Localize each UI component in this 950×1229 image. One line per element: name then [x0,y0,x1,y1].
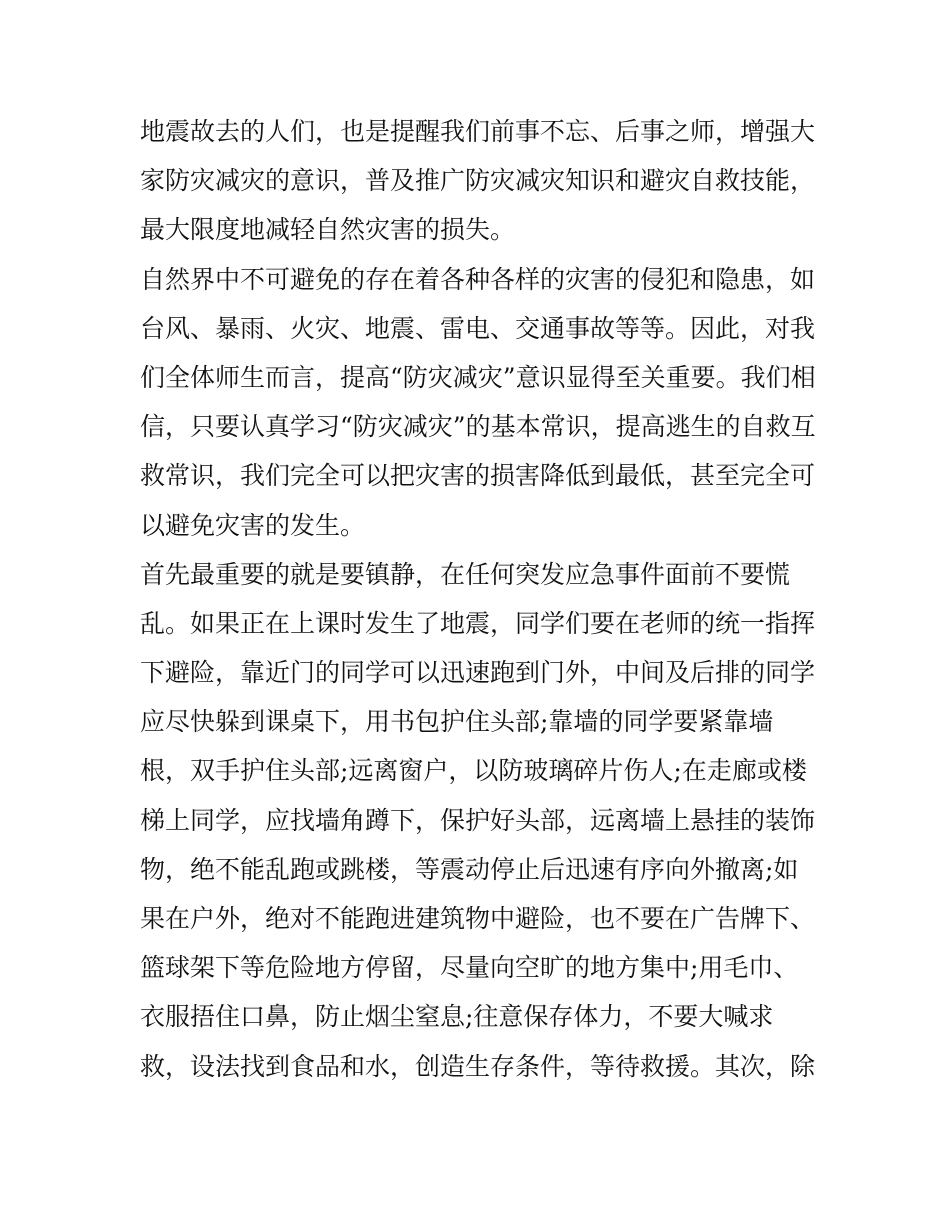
paragraph-3 [140,550,830,1091]
text-line: 以避免灾害的发生。 [140,510,366,540]
text-line: 梯上同学，应找墙角蹲下，保护好头部，远离墙上悬挂的装饰 [140,805,816,835]
text-line: 物，绝不能乱跑或跳楼，等震动停止后迅速有序向外撤离;如 [140,854,799,884]
text-line: 救，设法找到食品和水，创造生存条件，等待救援。其次，除 [140,1051,816,1081]
text-line: 衣服捂住口鼻，防止烟尘窒息;往意保存体力，不要大喊求 [140,1002,774,1032]
text-line: 地震故去的人们，也是提醒我们前事不忘、后事之师，增强大 [140,117,816,146]
text-line: 篮球架下等危险地方停留，尽量向空旷的地方集中;用毛巾、 [140,953,799,983]
text-line: 果在户外，绝对不能跑进建筑物中避险，也不要在广告牌下、 [140,904,816,933]
text-line: 应尽快躲到课桌下，用书包护住头部;靠墙的同学要紧靠墙 [140,707,774,737]
text-line: 救常识，我们完全可以把灾害的损害降低到最低，甚至完全可 [140,461,816,491]
text-line: 台风、暴雨、火灾、地震、雷电、交通事故等等。因此，对我 [140,313,816,343]
text-line: 信，只要认真学习“防灾减灾”的基本常识，提高逃生的自救互 [140,412,816,442]
text-line: 自然界中不可避免的存在着各种各样的灾害的侵犯和隐患，如 [140,264,816,294]
text-line: 乱。如果正在上课时发生了地震，同学们要在老师的统一指挥 [140,608,816,638]
text-line: 最大限度地减轻自然灾害的损失。 [140,215,516,245]
paragraph-1 [140,107,830,255]
document-body [140,107,830,1091]
text-line: 首先最重要的就是要镇静，在任何突发应急事件面前不要慌 [140,559,791,589]
text-line: 家防灾减灾的意识，普及推广防灾减灾知识和避灾自救技能， [140,166,816,196]
text-line: 根，双手护住头部;远离窗户，以防玻璃碎片伤人;在走廊或楼 [140,756,807,786]
text-line: 们全体师生而言，提高“防灾减灾”意识显得至关重要。我们相 [140,362,816,392]
text-line: 下避险，靠近门的同学可以迅速跑到门外，中间及后排的同学 [140,658,816,688]
paragraph-2 [140,255,830,550]
